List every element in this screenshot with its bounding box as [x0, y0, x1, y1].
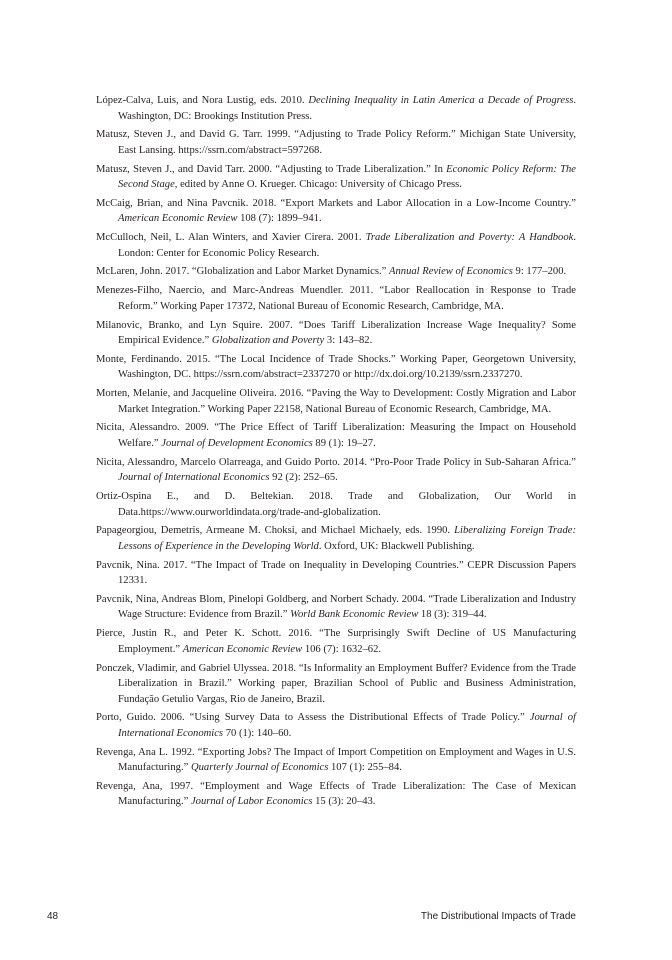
reference-text: Milanovic, Branko, and Lyn Squire. 2007. “Does Tariff Liberalization Increase Wage Inequality? Some Empirical Evidence.”: [96, 319, 576, 347]
reference-text: 89 (1): 19–27.: [312, 437, 376, 449]
reference-text: Papageorgiou, Demetris, Armeane M. Choksi, and Michael Michaely, eds. 1990.: [96, 525, 455, 537]
running-title: The Distributional Impacts of Trade: [420, 911, 576, 922]
reference-entry: [96, 196, 576, 227]
reference-text: McCaig, Brian, and Nina Pavcnik. 2018. “Export Markets and Labor Allocation in a Low-Income Country.”: [96, 197, 576, 209]
reference-title-italic: Journal of International Economics: [118, 472, 270, 484]
reference-entry: [96, 230, 576, 261]
reference-text: . Oxford, UK: Blackwell Publishing.: [318, 540, 475, 552]
reference-entry: [96, 264, 576, 280]
reference-title-italic: American Economic Review: [118, 213, 238, 225]
reference-text: López-Calva, Luis, and Nora Lustig, eds. 2010.: [96, 95, 309, 106]
reference-title-italic: Journal of International Economics: [118, 712, 576, 739]
reference-entry: [96, 661, 576, 708]
reference-text: . Washington, DC: Brookings Institution Press.: [118, 95, 576, 122]
reference-title-italic: Annual Review of Economics: [389, 266, 513, 278]
reference-title-italic: American Economic Review: [182, 643, 303, 655]
reference-text: Revenga, Ana L. 1992. “Exporting Jobs? The Impact of Import Competition on Employment and Wages in U.S. Manufacturing.”: [96, 746, 576, 774]
reference-entry: [96, 93, 576, 124]
reference-title-italic: Globalization and Poverty: [211, 335, 325, 347]
reference-text: Ponczek, Vladimir, and Gabriel Ulyssea. 2018. “Is Informality an Employment Buffer? Evidence from the Trade Liberalization in Brazil.” Working paper, Brazilian School of Public and Business Administration, Fundação Getulio Vargas, Rio de Janeiro, Brazil.: [96, 662, 576, 705]
reference-entry: [96, 592, 576, 623]
reference-text: 70 (1): 140–60.: [223, 727, 292, 739]
reference-text: McCulloch, Neil, L. Alan Winters, and Xavier Cirera. 2001.: [96, 232, 366, 244]
reference-entry: [96, 420, 576, 451]
reference-title-italic: Trade Liberalization and Poverty: A Handbook: [365, 232, 574, 244]
reference-text: Revenga, Ana, 1997. “Employment and Wage Effects of Trade Liberalization: The Case of Mexican Manufacturing.”: [96, 780, 576, 808]
reference-entry: [96, 779, 576, 810]
reference-text: 107 (1): 255–84.: [328, 762, 402, 774]
reference-entry: [96, 626, 576, 657]
reference-text: 18 (3): 319–44.: [418, 609, 487, 621]
reference-text: 9: 177–200.: [512, 266, 567, 278]
reference-text: Pierce, Justin R., and Peter K. Schott. 2016. “The Surprisingly Swift Decline of US Manufacturing Employment.”: [96, 628, 576, 655]
reference-text: Matusz, Steven J., and David G. Tarr. 1999. “Adjusting to Trade Policy Reform.” Michigan State University, East Lansing. https://ssrn.com/abstract=597268.: [96, 129, 576, 156]
reference-text: McLaren, John. 2017. “Globalization and Labor Market Dynamics.”: [96, 266, 390, 278]
reference-text: Nicita, Alessandro, Marcelo Olarreaga, and Guido Porto. 2014. “Pro-Poor Trade Policy in Sub-Saharan Africa.”: [96, 456, 576, 468]
reference-list: [96, 93, 576, 813]
reference-title-italic: Quarterly Journal of Economics: [190, 762, 329, 774]
reference-text: 106 (7): 1632–62.: [302, 643, 382, 655]
page-number: 48: [47, 911, 59, 922]
reference-entry: [96, 455, 576, 486]
reference-text: 92 (2): 252–65.: [269, 472, 338, 484]
reference-text: Matusz, Steven J., and David Tarr. 2000. “Adjusting to Trade Liberalization.” In: [96, 163, 447, 175]
reference-text: , edited by Anne O. Krueger. Chicago: University of Chicago Press.: [174, 179, 462, 191]
reference-title-italic: World Bank Economic Review: [290, 609, 419, 621]
reference-text: Ortiz-Ospina E., and D. Beltekian. 2018. Trade and Globalization, Our World in Data.https://www.ourworldindata.org/trade-and-globalization.: [96, 491, 576, 518]
reference-text: Menezes-Filho, Naercio, and Marc-Andreas Muendler. 2011. “Labor Reallocation in Response to Trade Reform.” Working Paper 17372, National Bureau of Economic Research, Cambridge, MA.: [96, 285, 576, 312]
reference-entry: [96, 127, 576, 158]
reference-text: 3: 143–82.: [324, 335, 373, 347]
reference-entry: [96, 283, 576, 314]
reference-text: Nicita, Alessandro. 2009. “The Price Effect of Tariff Liberalization: Measuring the Impact on Household Welfare.”: [96, 422, 576, 449]
reference-title-italic: Economic Policy Reform: The Second Stage: [118, 163, 577, 191]
reference-title-italic: Journal of Labor Economics: [190, 796, 313, 808]
reference-title-italic: Journal of Development Economics: [161, 437, 313, 449]
reference-entry: [96, 352, 576, 383]
reference-entry: [96, 710, 576, 741]
reference-text: . London: Center for Economic Policy Research.: [118, 232, 576, 259]
reference-text: Porto, Guido. 2006. “Using Survey Data to Assess the Distributional Effects of Trade Policy.”: [96, 712, 530, 724]
reference-title-italic: Declining Inequality in Latin America a Decade of Progress: [308, 95, 574, 106]
reference-text: Monte, Ferdinando. 2015. “The Local Incidence of Trade Shocks.” Working Paper, Georgetown University, Washington, DC. https://ssrn.com/abstract=2337270 or http://dx.doi.org/10.2139/ssrn.2337270.: [96, 353, 576, 381]
reference-title-italic: Liberalizing Foreign Trade: Lessons of Experience in the Developing World: [118, 525, 576, 552]
reference-text: 15 (3): 20–43.: [312, 796, 376, 808]
reference-entry: [96, 745, 576, 776]
reference-text: Pavcnik, Nina. 2017. “The Impact of Trade on Inequality in Developing Countries.” CEPR Discussion Papers 12331.: [96, 559, 576, 587]
reference-entry: [96, 523, 576, 554]
reference-text: Morten, Melanie, and Jacqueline Oliveira. 2016. “Paving the Way to Development: Costly Migration and Labor Market Integration.” Working Paper 22158, National Bureau of Economic Research, Cambridge, MA.: [96, 388, 576, 415]
reference-text: Pavcnik, Nina, Andreas Blom, Pinelopi Goldberg, and Norbert Schady. 2004. “Trade Liberalization and Industry Wage Structure: Evidence from Brazil.”: [96, 593, 576, 621]
reference-entry: [96, 318, 576, 349]
reference-text: 108 (7): 1899–941.: [237, 213, 322, 225]
reference-entry: [96, 162, 576, 193]
reference-entry: [96, 489, 576, 520]
reference-entry: [96, 386, 576, 417]
reference-entry: [96, 558, 576, 589]
